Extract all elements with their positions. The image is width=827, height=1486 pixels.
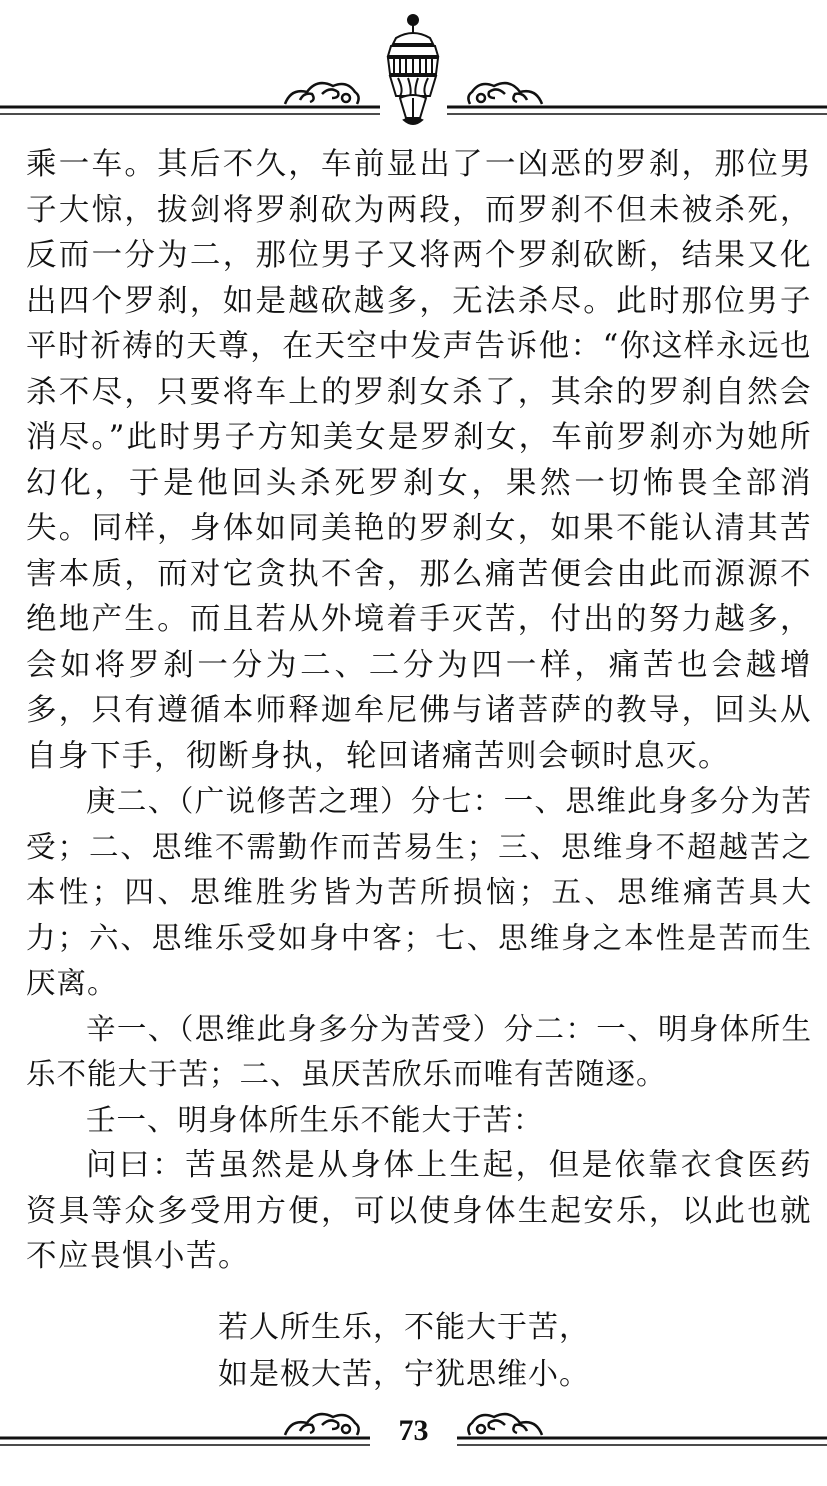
verse-block — [218, 1304, 718, 1398]
question-paragraph: 问曰：苦虽然是从身体上生起，但是依靠衣食医药资具等众多受用方便，可以使身体生起安乐，以此也就不应畏惧小苦。 — [26, 1148, 812, 1274]
main-text-block — [26, 142, 812, 1280]
narrative-paragraph: 乘一车。其后不久，车前显出了一凶恶的罗刹，那位男子大惊，拔剑将罗刹砍为两段，而罗刹不但未被杀死，反而一分为二，那位男子又将两个罗刹砍断，结果又化出四个罗刹，如是越砍越多，无法杀尽。此时那位男子平时祈祷的天尊，在天空中发声告诉他：“你这样永远也杀不尽，只要将车上的罗刹女杀了，其余的罗刹自然会消尽。”此时男子方知美女是罗刹女，车前罗刹亦为她所幻化，于是他回头杀死罗刹女，果然一切怖畏全部消失。同样，身体如同美艳的罗刹女，如果不能认清其苦害本质，而对它贪执不舍，那么痛苦便会由此而源源不绝地产生。而且若从外境着手灭苦，付出的努力越多，会如将罗刹一分为二、二分为四一样，痛苦也会越增多，只有遵循本师释迦牟尼佛与诸菩萨的教导，回头从自身下手，彻断身执，轮回诸痛苦则会顿时息灭。 — [26, 147, 812, 774]
page-number: 73 — [398, 1414, 429, 1447]
verse-line-1: 若人所生乐，不能大于苦， — [218, 1310, 590, 1345]
section-heading-xin: 辛一、（思维此身多分为苦受）分二：一、明身体所生乐不能大于苦；二、虽厌苦欣乐而唯有苦随逐。 — [26, 1011, 812, 1091]
verse-line-2: 如是极大苦，宁犹思维小。 — [218, 1357, 590, 1392]
section-heading-geng: 庚二、（广说修苦之理）分七：一、思维此身多分为苦受；二、思维不需勤作而苦易生；三、思维身不超越苦之本性；四、思维胜劣皆为苦所损恼；五、思维痛苦具大力；六、思维乐受如身中客；七、思维身之本性是苦而生厌离。 — [26, 784, 812, 1000]
victory-banner-header-ornament — [0, 0, 827, 130]
section-heading-ren: 壬一、明身体所生乐不能大于苦： — [86, 1102, 544, 1137]
